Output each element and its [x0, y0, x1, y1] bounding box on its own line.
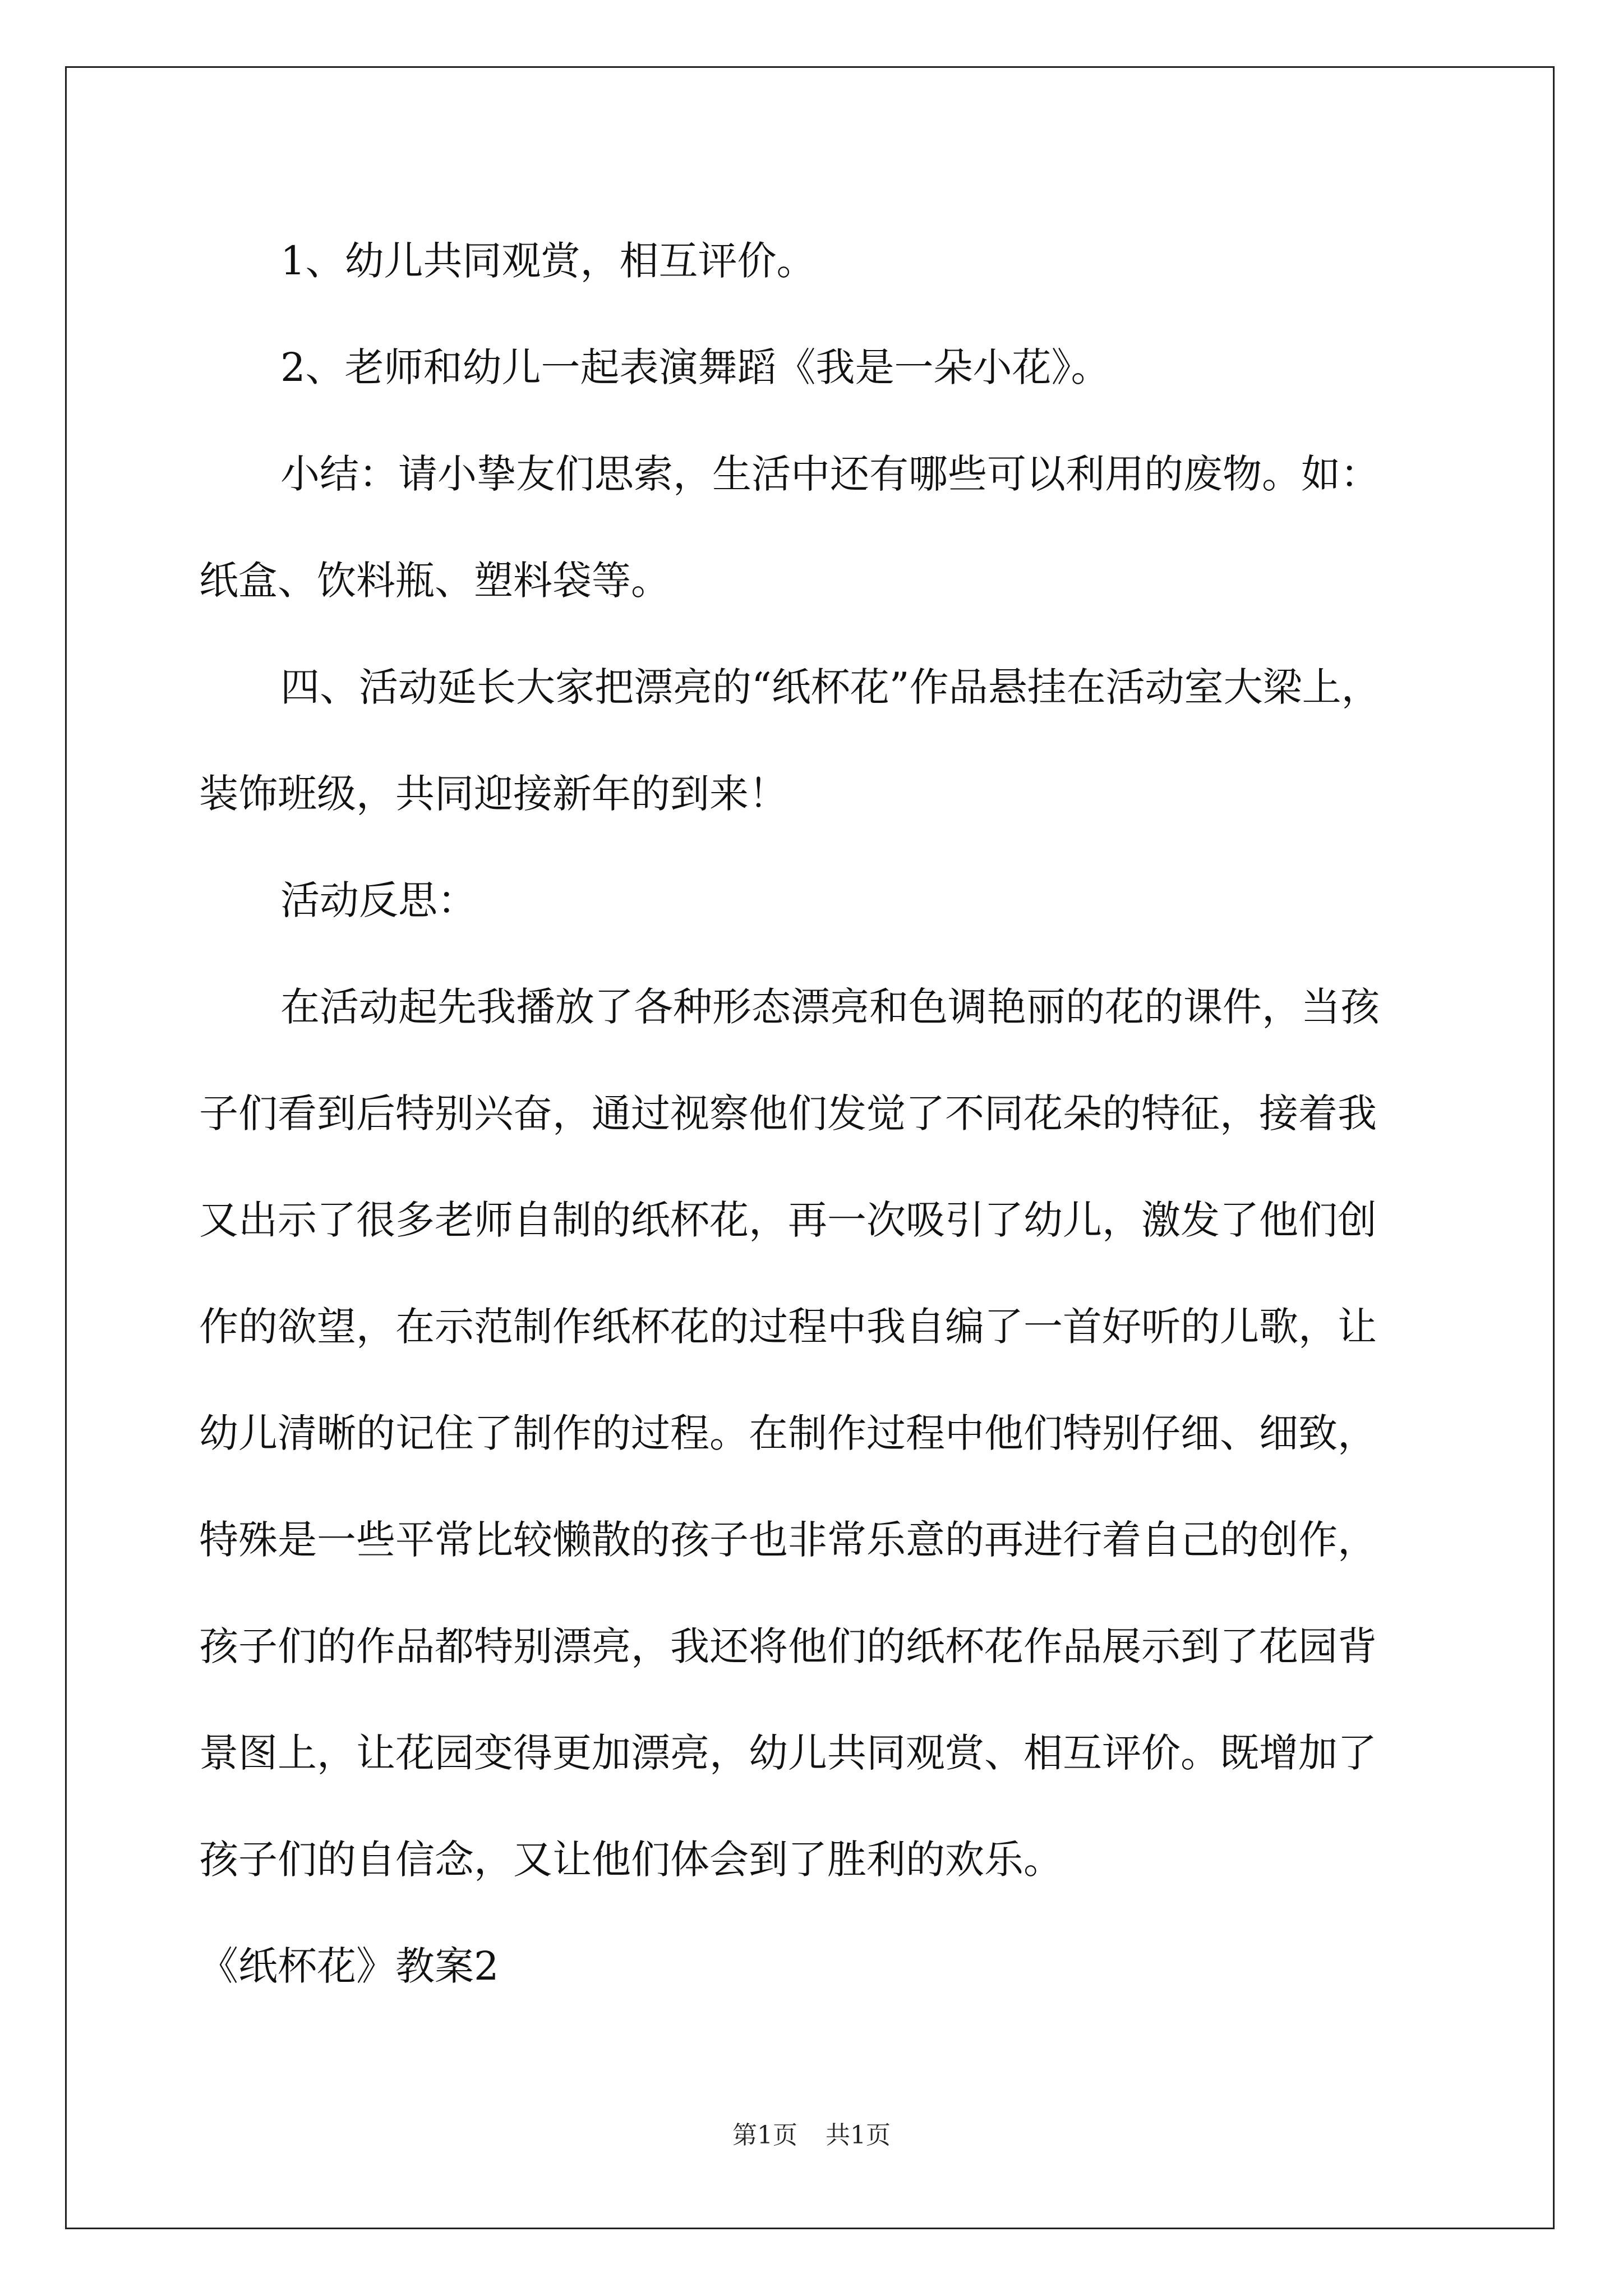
text-line-4: 纸盒、饮料瓶、塑料袋等。 [199, 558, 670, 604]
text-line-8: 在活动起先我播放了各种形态漂亮和色调艳丽的花的课件，当孩 [280, 984, 1380, 1030]
text-line-7: 活动反思： [280, 877, 477, 923]
text-line-10: 又出示了很多老师自制的纸杯花，再一次吸引了幼儿，激发了他们创 [199, 1197, 1377, 1243]
text-line-3: 小结：请小挚友们思索，生活中还有哪些可以利用的废物。如： [280, 451, 1380, 497]
text-line-13: 特殊是一些平常比较懒散的孩子也非常乐意的再进行着自己的创作， [199, 1517, 1377, 1563]
total-pages: 共1页 [826, 2121, 891, 2150]
text-line-5: 四、活动延长大家把漂亮的“纸杯花”作品悬挂在活动室大梁上， [280, 664, 1381, 710]
text-line-14: 孩子们的作品都特别漂亮，我还将他们的纸杯花作品展示到了花园背 [199, 1623, 1377, 1669]
text-line-16: 孩子们的自信念，又让他们体会到了胜利的欢乐。 [199, 1837, 1063, 1883]
text-line-12: 幼儿清晰的记住了制作的过程。在制作过程中他们特别仔细、细致， [199, 1410, 1377, 1456]
page-footer [0, 2115, 1623, 2151]
page-number: 第1页 [732, 2121, 797, 2150]
document-body [199, 208, 1455, 2019]
text-line-11: 作的欲望，在示范制作纸杯花的过程中我自编了一首好听的儿歌，让 [199, 1304, 1377, 1350]
text-line-15: 景图上，让花园变得更加漂亮，幼儿共同观赏、相互评价。既增加了 [199, 1730, 1377, 1776]
section-title: 《纸杯花》教案2 [199, 1943, 499, 1989]
text-line-9: 子们看到后特别兴奋，通过视察他们发觉了不同花朵的特征，接着我 [199, 1091, 1377, 1137]
text-line-2: 2、老师和幼儿一起表演舞蹈《我是一朵小花》。 [280, 344, 1110, 390]
text-line-1: 1、幼儿共同观赏，相互评价。 [280, 238, 816, 284]
text-line-6: 装饰班级，共同迎接新年的到来！ [199, 771, 788, 817]
